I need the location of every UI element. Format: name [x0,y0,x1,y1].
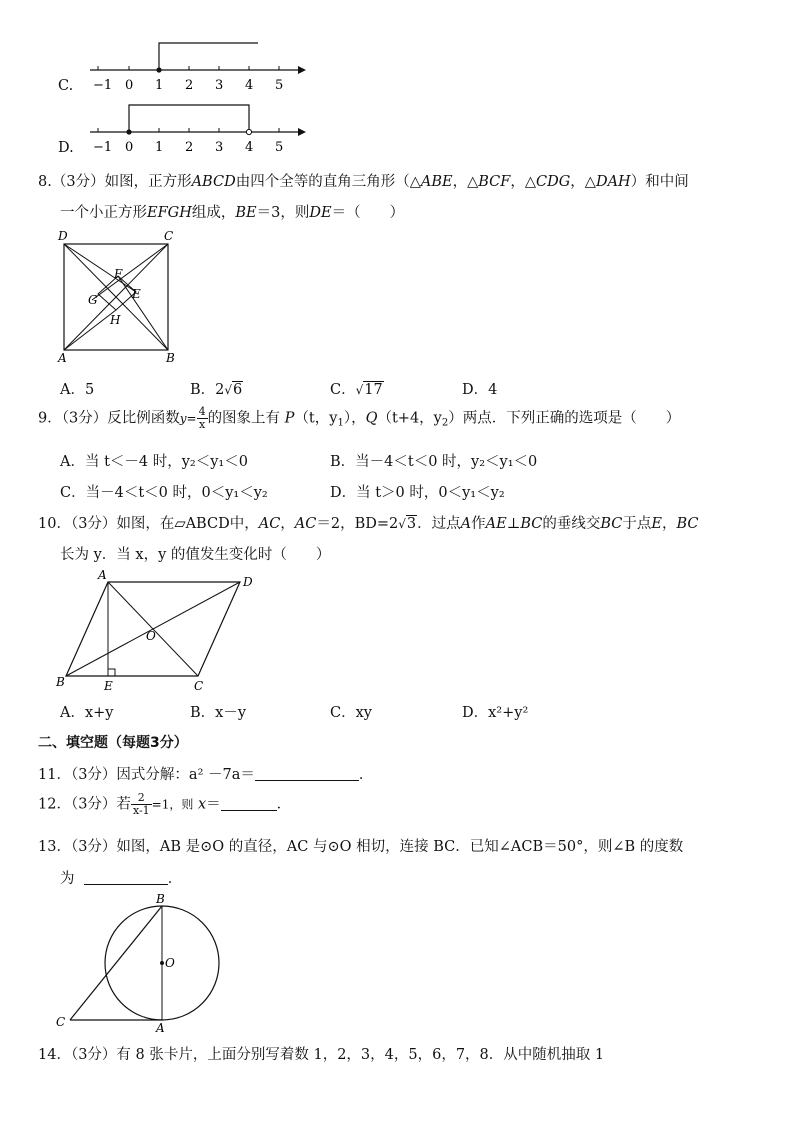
q13-line2: 为 ． [60,871,183,887]
q14-line1: 14．（3分）有 8 张卡片，上面分别写着数 1，2，3，4，5，6，7，8．从中随机抽取 1 [38,1047,605,1063]
q13-line1: 13．（3分）如图，AB 是⊙O 的直径，AC 与⊙O 相切，连接 BC．已知∠ACB＝50°，则∠B 的度数 [38,839,684,855]
q9-option-c[interactable]: C．当－4＜t＜0 时，0＜y₁＜y₂ [60,485,268,501]
tick-c-5: 4 [245,78,254,92]
vertex-h: H [110,313,121,327]
vertex-e: E [132,287,141,301]
q7-option-d-label: D. [58,140,74,156]
tick-c-4: 3 [215,78,224,92]
point-a: A [156,1021,165,1035]
q9-option-a[interactable]: A．当 t＜－4 时，y₂＜y₁＜0 [60,454,248,470]
q8-option-c[interactable]: C．√17 [330,382,383,398]
number-line-c [80,36,310,92]
closed-point-d [126,129,131,134]
tick-d-5: 4 [245,140,254,154]
tick-c-0: −1 [93,78,113,92]
tick-d-6: 5 [275,140,284,154]
q12-answer-blank[interactable] [221,796,277,811]
q11: 11．（3分）因式分解：a² －7a＝ ． [38,767,374,783]
vertex-d: D [243,575,253,589]
tick-d-4: 3 [215,140,224,154]
tick-c-6: 5 [275,78,284,92]
q10-option-c[interactable]: C．xy [330,705,372,721]
vertex-b: B [166,351,175,365]
range-bracket-d [129,105,249,132]
center-point [160,961,164,965]
q8-option-b[interactable]: B．2√6 [190,382,243,398]
tick-d-3: 2 [185,140,194,154]
q9-option-b[interactable]: B．当－4＜t＜0 时，y₂＜y₁＜0 [330,454,538,470]
number-line-d [80,98,310,154]
point-c: C [56,1015,66,1029]
q12: 12．（3分）若 $\frac{2}{x-1}$ =1，则 x＝ ． [38,791,292,817]
point-b: B [156,892,165,906]
q7-option-c-label: C. [58,78,74,94]
q8-square-figure [52,226,188,366]
q10-line1: 10．（3分）如图，在▱ABCD中，AC，AC＝2，BD=2√3．过点A作AE⊥BC的垂线交BC于点E，BC [38,516,699,532]
tick-d-0: −1 [93,140,113,154]
q8-option-d[interactable]: D．4 [462,382,498,398]
vertex-f: F [114,267,123,281]
q10-option-a[interactable]: A．x+y [60,705,114,721]
q9-option-d[interactable]: D．当 t＞0 时，0＜y₁＜y₂ [330,485,505,501]
closed-point-c [156,67,161,72]
q8-line1: 8.（3分）如图，正方形ABCD由四个全等的直角三角形（△ABE，△BCF，△CDG，△DAH）和中间 [38,174,689,190]
q9-line1: 9．（3分）反比例函数y= $\frac{4}{x}$ 的图象上有 P（t，$y_1$），Q（t+4，$y_2$）两点．下列正确的选项是（ ） [38,405,681,431]
tick-d-2: 1 [155,140,164,154]
center-o: O [146,629,156,643]
vertex-c: C [164,229,174,243]
q10-option-b[interactable]: B．x－y [190,705,247,721]
q13-circle-figure [50,890,240,1035]
q11-answer-blank[interactable] [255,766,359,781]
tick-d-1: 0 [125,140,134,154]
q10-parallelogram-figure [50,568,270,694]
vertex-c: C [194,679,204,693]
center-o: O [165,956,175,970]
q8-option-a[interactable]: A．5 [60,382,95,398]
open-point-d [246,129,251,134]
q8-line2: 一个小正方形EFGH组成，BE＝3，则DE＝（ ） [60,205,405,221]
tick-c-1: 0 [125,78,134,92]
tick-c-2: 1 [155,78,164,92]
section-heading: 二、填空题（每题3分） [38,735,188,751]
tick-c-3: 2 [185,78,194,92]
range-bracket-c [159,43,258,70]
vertex-b: B [56,675,65,689]
foot-e: E [104,679,113,693]
vertex-a: A [58,351,67,365]
q10-option-d[interactable]: D．x²+y² [462,705,529,721]
vertex-g: G [88,293,98,307]
vertex-a: A [98,568,107,582]
q10-line2: 长为 y．当 x，y 的值发生变化时（ ） [60,547,331,563]
q13-answer-blank[interactable] [84,870,168,885]
vertex-d: D [58,229,68,243]
